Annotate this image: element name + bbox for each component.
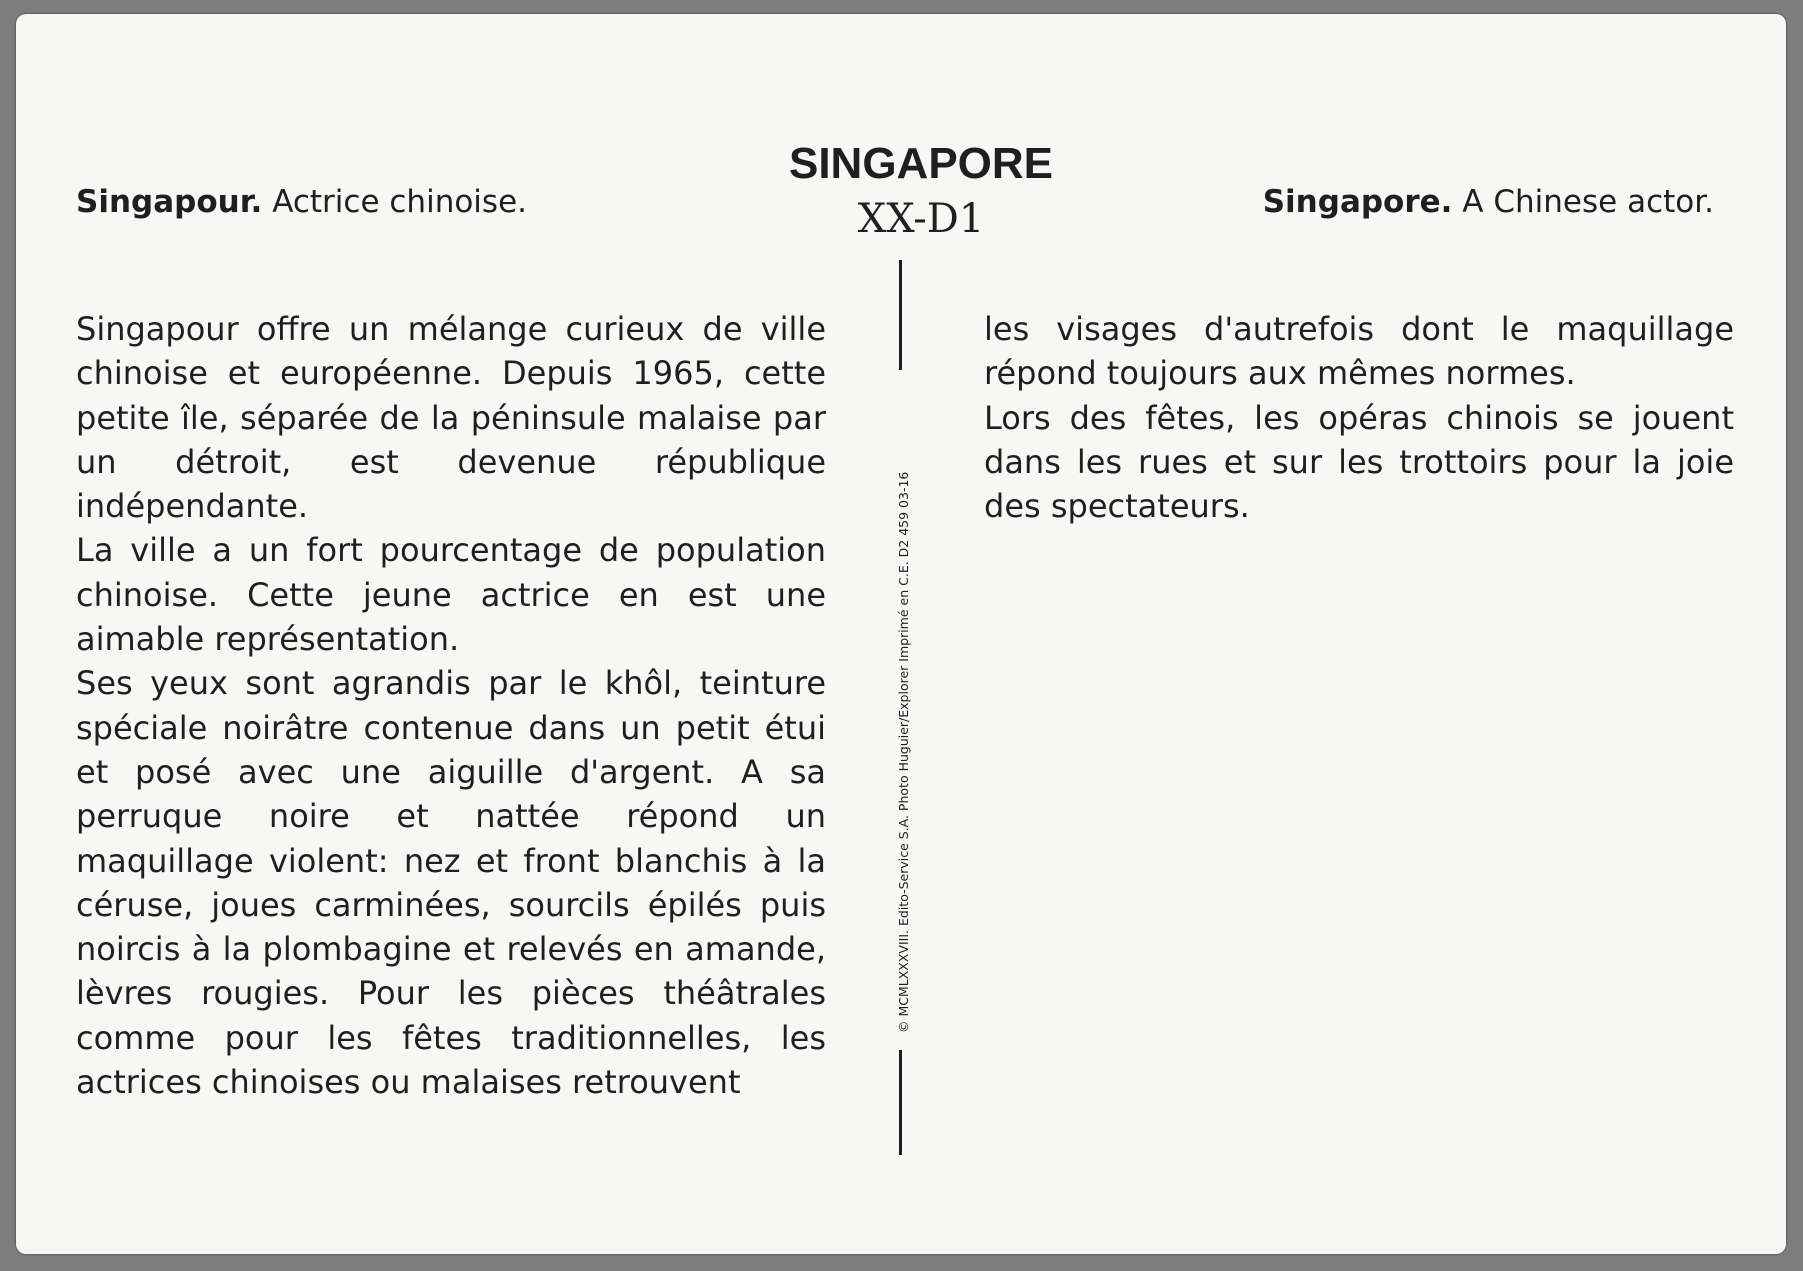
caption-french-text: Actrice chinoise. [262,184,527,220]
caption-english [1263,182,1714,222]
caption-english-place: Singapore. [1262,184,1453,220]
paragraph: La ville a un fort pourcentage de population chinoise. Cette jeune actrice en est une aimable représentation. [76,531,826,659]
caption-french-place: Singapour. [76,184,263,220]
divider-line-top [899,260,902,370]
paragraph: Ses yeux sont agrandis par le khôl, teinture spéciale noirâtre contenue dans un petit étui et posé avec une aiguille d'argent. A sa perruque noire et nattée répond un maquillage violent: nez et front blanchis à la céruse, joues carminées, sourcils épilés puis noircis à la plombagine et relevés en amande, lèvres rougies. Pour les pièces théâtrales comme pour les fêtes traditionnelles, les actrices chinoises ou malaises retrouvent [76,664,826,1102]
postcard-back [16,14,1786,1254]
caption-english-text: A Chinese actor. [1452,184,1714,220]
paragraph: Singapour offre un mélange curieux de ville chinoise et européenne. Depuis 1965, cette petite île, séparée de la péninsule malaise par un détroit, est devenue république indépendante. [76,310,826,526]
paragraph: Lors des fêtes, les opéras chinois se jouent dans les rues et sur les trottoirs pour la joie des spectateurs. [984,398,1734,526]
text-column-right [984,307,1734,528]
printer-credit: © MCMLXXXVIII. Edito-Service S.A. Photo Huguier/Explorer Imprimé en C.E. D2 459 03-16 [896,471,911,1033]
divider-line-bottom [899,1050,902,1155]
card-title: SINGAPORE [788,139,1054,188]
text-column-left [76,307,826,1104]
paragraph: les visages d'autrefois dont le maquillage répond toujours aux mêmes normes. [984,310,1734,393]
card-code: XX-D1 [857,196,985,242]
caption-french [76,182,527,222]
